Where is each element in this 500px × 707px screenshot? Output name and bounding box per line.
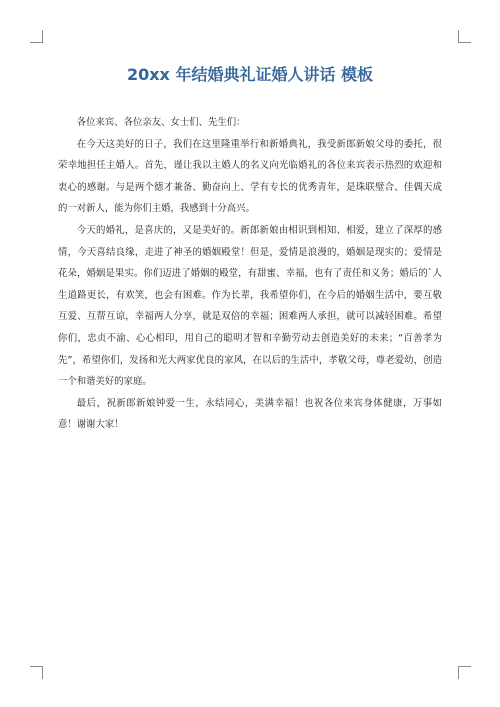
crop-mark-top-left — [30, 30, 43, 43]
crop-mark-bottom-left — [30, 666, 43, 679]
body-paragraph: 今天的婚礼，是喜庆的，又是美好的。新郎新娘由相识到相知、相爱，建立了深厚的感情，今天喜结良缘，走进了神圣的婚姻殿堂！但是，爱情是浪漫的，婚姻是现实的；爱情是花朵，婚姻是果实。你们迈进了婚姻的殿堂，有甜蜜、幸福，也有了责任和义务；婚后的`人生道路更长，有欢笑，也会有困难。作为长辈，我希望你们，在今后的婚姻生活中，要互敬互爱、互帮互谅，幸福两人分享，就是双倍的幸福；困难两人承担，就可以减轻困难。希望你们，忠贞不渝、心心相印，用自己的聪明才智和辛勤劳动去创造美好的未来；“百善孝为先”，希望你们，发扬和光大两家优良的家风，在以后的生活中，孝敬父母，尊老爱幼，创造一个和谐美好的家庭。 — [58, 224, 442, 388]
salutation-paragraph: 各位来宾、各位亲友、女士们、先生们： — [76, 117, 246, 128]
crop-mark-bottom-right — [458, 666, 471, 679]
closing-paragraph: 最后，祝新郎新娘钟爱一生，永结同心，美满幸福！也祝各位来宾身体健康，万事如意！谢谢大家！ — [58, 397, 442, 431]
body-paragraph: 在今天这美好的日子，我们在这里隆重举行和新婚典礼，我受新郎新娘父母的委托，很荣幸地担任主婚人。首先，谨让我以主婚人的名义向光临婚礼的各位来宾表示热烈的欢迎和衷心的感谢。与是两个德才兼备、勤奋向上、学有专长的优秀青年，是珠联璧合、佳偶天成的一对新人，能为你们主婚，我感到十分高兴。 — [58, 138, 442, 215]
document-body — [58, 112, 442, 436]
document-title: 20xx 年结婚典礼证婚人讲话 模板 — [126, 65, 374, 84]
crop-mark-top-right — [458, 30, 471, 43]
